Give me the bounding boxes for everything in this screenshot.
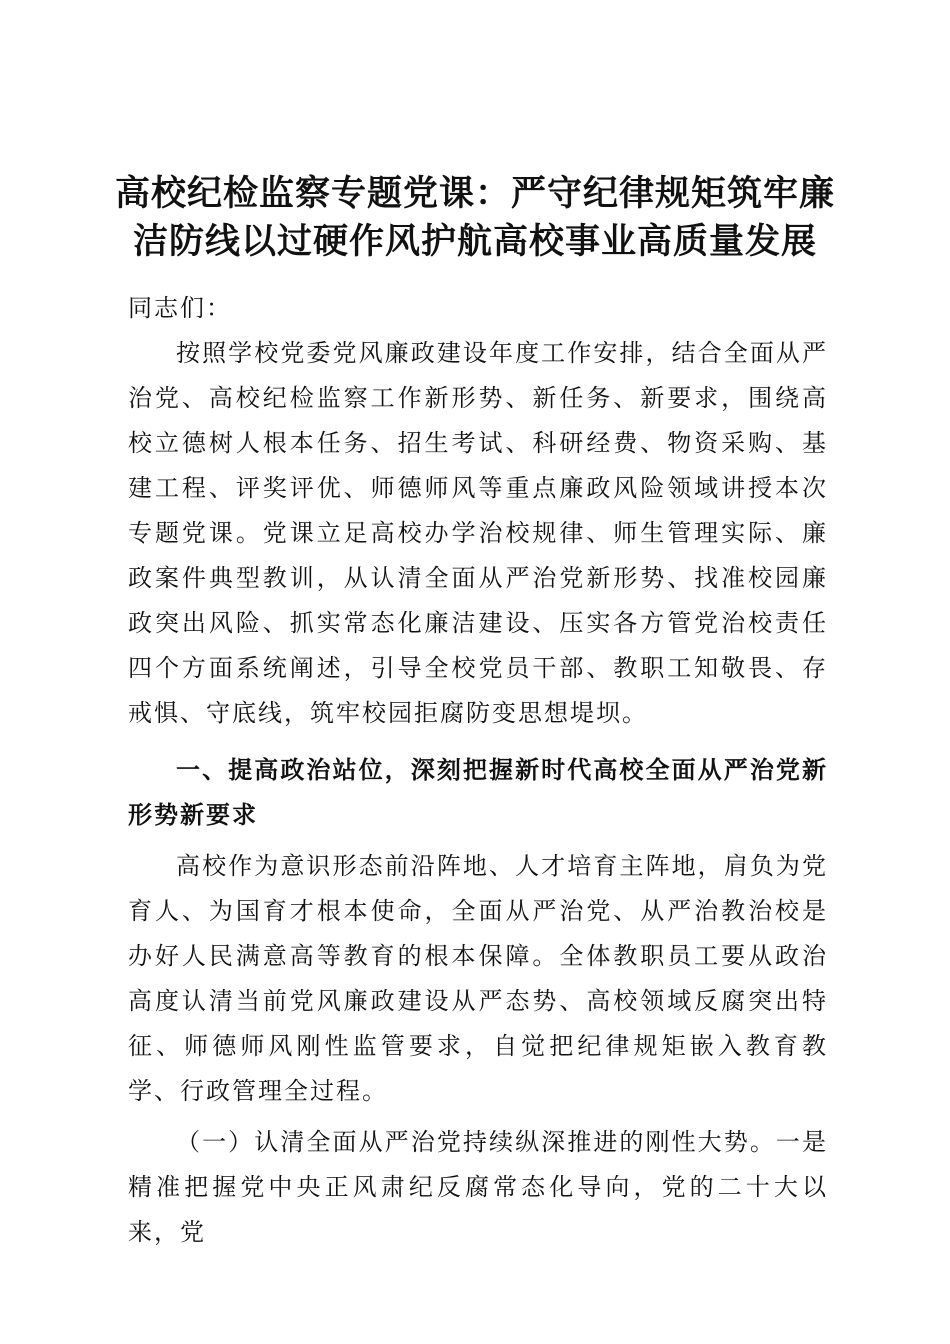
document-title (100, 170, 850, 266)
subsection-1-paragraph: （一）认清全面从严治党持续纵深推进的刚性大势。一是精准把握党中央正风肃纪反腐常态化导向，党的二十大以来，党 (128, 1128, 828, 1246)
salutation: 同志们： (128, 294, 232, 322)
title-line-1: 高校纪检监察专题党课：严守纪律规矩筑牢廉 (114, 173, 835, 214)
document-body (128, 286, 828, 1255)
title-line-2: 洁防线以过硬作风护航高校事业高质量发展 (132, 221, 817, 262)
section-1-paragraph: 高校作为意识形态前沿阵地、人才培育主阵地，肩负为党育人、为国育才根本使命，全面从严治党、从严治教治校是办好人民满意高等教育的根本保障。全体教职员工要从政治高度认清当前党风廉政建设从严态势、高校领域反腐突出特征、师德师风刚性监管要求，自觉把纪律规矩嵌入教育教学、行政管理全过程。 (128, 852, 828, 1105)
intro-paragraph: 按照学校党委党风廉政建设年度工作安排，结合全面从严治党、高校纪检监察工作新形势、新任务、新要求，围绕高校立德树人根本任务、招生考试、科研经费、物资采购、基建工程、评奖评优、师德师风等重点廉政风险领域讲授本次专题党课。党课立足高校办学治校规律、师生管理实际、廉政案件典型教训，从认清全面从严治党新形势、找准校园廉政突出风险、抓实常态化廉洁建设、压实各方管党治校责任四个方面系统阐述，引导全校党员干部、教职工知敬畏、存戒惧、守底线，筑牢校园拒腐防变思想堤坝。 (128, 339, 828, 727)
section-heading-1: 一、提高政治站位，深刻把握新时代高校全面从严治党新形势新要求 (128, 756, 828, 829)
